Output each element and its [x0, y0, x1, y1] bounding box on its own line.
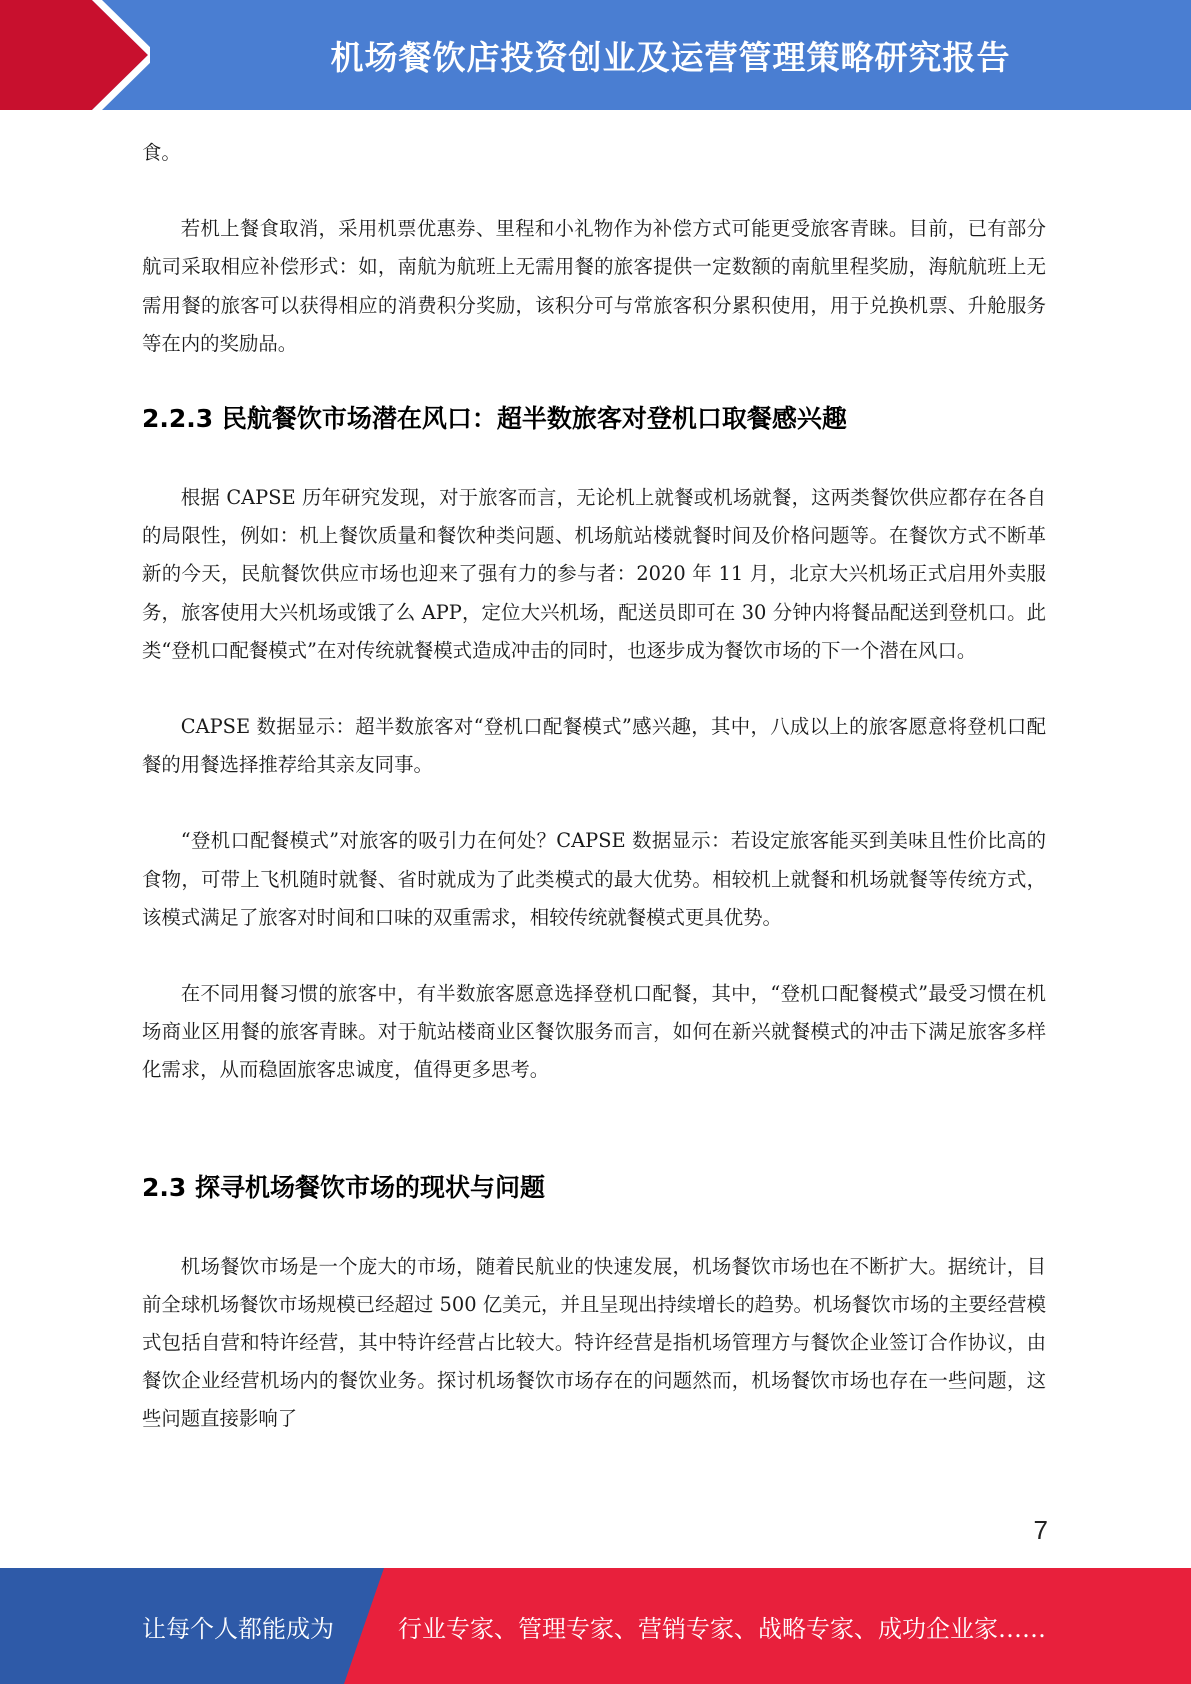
paragraph: 根据 CAPSE 历年研究发现，对于旅客而言，无论机上就餐或机场就餐，这两类餐饮供应都存在各自的局限性，例如：机上餐饮质量和餐饮种类问题、机场航站楼就餐时间及价格问题等。在餐饮方式不断革新的今天，民航餐饮供应市场也迎来了强有力的参与者：2020 年 11 月，北京大兴机场正式启用外卖服务，旅客使用大兴机场或饿了么 APP，定位大兴机场，配送员即可在 30 分钟内将餐品配送到登机口。此类“登机口配餐模式”在对传统就餐模式造成冲击的同时，也逐步成为餐饮市场的下一个潜在风口。 — [142, 486, 1046, 662]
page-number: 7 — [1033, 1515, 1048, 1545]
page-footer — [0, 1568, 1191, 1684]
paragraph: “登机口配餐模式”对旅客的吸引力在何处？CAPSE 数据显示：若设定旅客能买到美味且性价比高的食物，可带上飞机随时就餐、省时就成为了此类模式的最大优势。相较机上就餐和机场就餐等传统方式，该模式满足了旅客对时间和口味的双重需求，相较传统就餐模式更具优势。 — [142, 829, 1046, 929]
footer-slogan-left: 让每个人都能成为 — [142, 1614, 334, 1643]
page-header — [0, 0, 1191, 110]
paragraph: 食。 — [142, 141, 181, 164]
paragraph: 若机上餐食取消，采用机票优惠券、里程和小礼物作为补偿方式可能更受旅客青睐。目前，已有部分航司采取相应补偿形式：如，南航为航班上无需用餐的旅客提供一定数额的南航里程奖励，海航航班上无需用餐的旅客可以获得相应的消费积分奖励，该积分可与常旅客积分累积使用，用于兑换机票、升舱服务等在内的奖励品。 — [142, 217, 1046, 355]
header-red-arrow — [0, 0, 150, 110]
section-heading: 2.2.3 民航餐饮市场潜在风口：超半数旅客对登机口取餐感兴趣 — [142, 404, 847, 434]
page-body — [142, 134, 1046, 1439]
section-heading: 2.3 探寻机场餐饮市场的现状与问题 — [142, 1172, 545, 1202]
paragraph: 在不同用餐习惯的旅客中，有半数旅客愿意选择登机口配餐，其中，“登机口配餐模式”最受习惯在机场商业区用餐的旅客青睐。对于航站楼商业区餐饮服务而言，如何在新兴就餐模式的冲击下满足旅客多样化需求，从而稳固旅客忠诚度，值得更多思考。 — [142, 982, 1046, 1082]
footer-slogan-right: 行业专家、管理专家、营销专家、战略专家、成功企业家…… — [398, 1614, 1046, 1643]
paragraph: CAPSE 数据显示：超半数旅客对“登机口配餐模式”感兴趣，其中，八成以上的旅客愿意将登机口配餐的用餐选择推荐给其亲友同事。 — [142, 715, 1046, 777]
paragraph: 机场餐饮市场是一个庞大的市场，随着民航业的快速发展，机场餐饮市场也在不断扩大。据统计，目前全球机场餐饮市场规模已经超过 500 亿美元，并且呈现出持续增长的趋势。机场餐饮市场的主要经营模式包括自营和特许经营，其中特许经营占比较大。特许经营是指机场管理方与餐饮企业签订合作协议，由餐饮企业经营机场内的餐饮业务。探讨机场餐饮市场存在的问题然而，机场餐饮市场也存在一些问题，这些问题直接影响了 — [142, 1254, 1046, 1431]
report-title: 机场餐饮店投资创业及运营管理策略研究报告 — [330, 37, 1011, 77]
